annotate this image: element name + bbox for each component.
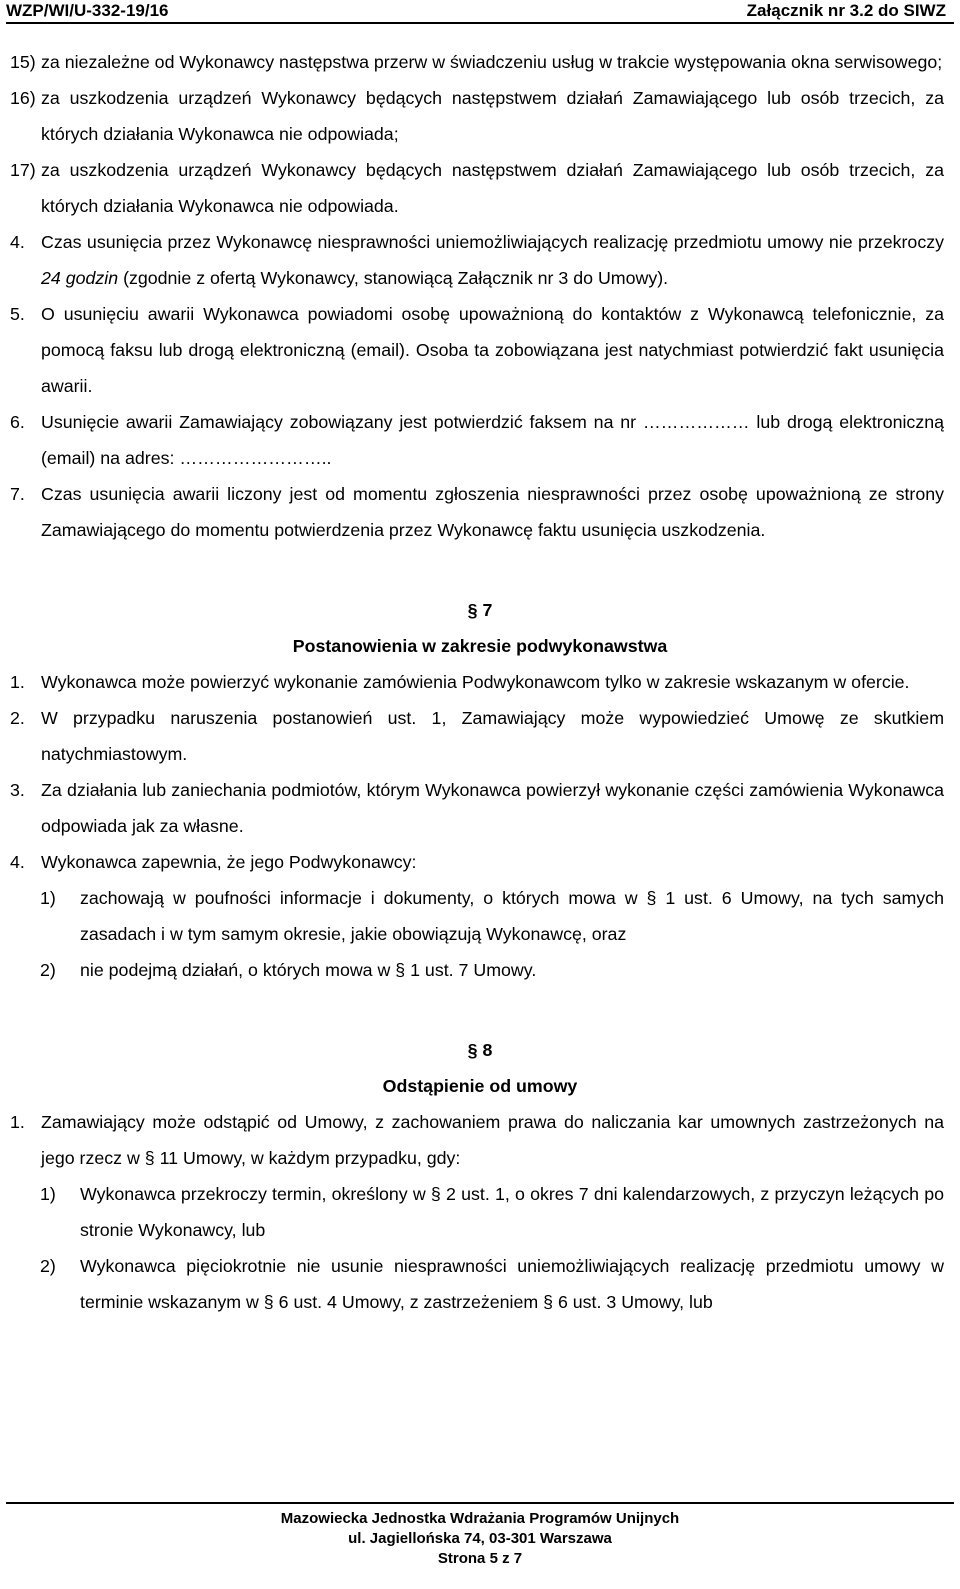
section-8-number: § 8: [467, 1040, 493, 1060]
sub-item: 1) Wykonawca przekroczy termin, określony w § 2 ust. 1, o okres 7 dni kalendarzowych, z przyczyn leżących po stronie Wykonawcy, lub: [40, 1184, 944, 1240]
page-number: Strona 5 z 7: [437, 1550, 523, 1567]
sub-item: 2) Wykonawca pięciokrotnie nie usunie niesprawności uniemożliwiających realizację przedmiotu umowy w terminie wskazanym w § 6 ust. 4 Umowy, z zastrzeżeniem § 6 ust. 3 Umowy, lub: [40, 1256, 944, 1312]
page-header: [6, 0, 954, 24]
attachment-label: Załącznik nr 3.2 do SIWZ: [746, 1, 946, 20]
section-7-number: § 7: [467, 600, 493, 620]
document-reference: WZP/WI/U-332-19/16: [6, 1, 169, 20]
list-item: 15) za niezależne od Wykonawcy następstwa przerw w świadczeniu usług w trakcie występowania okna serwisowego;: [10, 52, 943, 72]
section-7-title: Postanowienia w zakresie podwykonawstwa: [292, 636, 668, 656]
footer-organization: Mazowiecka Jednostka Wdrażania Programów Unijnych: [280, 1510, 680, 1527]
list-a: [0, 44, 960, 224]
paragraph: 1. Wykonawca może powierzyć wykonanie zamówienia Podwykonawcom tylko w zakresie wskazanym w ofercie.: [10, 672, 910, 692]
sub-item: 1) zachowają w poufności informacje i dokumenty, o których mowa w § 1 ust. 6 Umowy, na tych samych zasadach i w tym samym okresie, jakie obowiązują Wykonawcę, oraz: [40, 888, 944, 944]
paragraph: 4. Wykonawca zapewnia, że jego Podwykonawcy:: [10, 852, 417, 872]
section-8-title: Odstąpienie od umowy: [382, 1076, 578, 1096]
sub-item: 2) nie podejmą działań, o których mowa w § 1 ust. 7 Umowy.: [40, 960, 537, 980]
paragraph: 5. O usunięciu awarii Wykonawca powiadomi osobę upoważnioną do kontaktów z Wykonawcą telefonicznie, za pomocą faksu lub drogą elektroniczną (email). Osoba ta zobowiązana jest natychmiast potwierdzić fakt usunięcia awarii.: [10, 304, 944, 396]
paragraph: 2. W przypadku naruszenia postanowień ust. 1, Zamawiający może wypowiedzieć Umowę ze skutkiem natychmiastowym.: [10, 708, 944, 764]
paragraph-4: 4. Czas usunięcia przez Wykonawcę niesprawności uniemożliwiających realizację przedmiotu umowy nie przekroczy 24 godzin (zgodnie z ofertą Wykonawcy, stanowiącą Załącznik nr 3 do Umowy).: [10, 232, 944, 288]
list-item: 17) za uszkodzenia urządzeń Wykonawcy będących następstwem działań Zamawiającego lub osób trzecich, za których działania Wykonawca nie odpowiada.: [10, 160, 944, 216]
paragraph: 6. Usunięcie awarii Zamawiający zobowiązany jest potwierdzić faksem na nr ……………… lub drogą elektroniczną (email) na adres: ……………………..: [10, 412, 944, 468]
footer-address: ul. Jagiellońska 74, 03-301 Warszawa: [348, 1530, 612, 1547]
paragraph: 7. Czas usunięcia awarii liczony jest od momentu zgłoszenia niesprawności przez osobę upoważnioną ze strony Zamawiającego do momentu potwierdzenia przez Wykonawcę faktu usunięcia uszkodzenia.: [10, 484, 944, 540]
document-body: [0, 44, 960, 1320]
list-item: 16) za uszkodzenia urządzeń Wykonawcy będących następstwem działań Zamawiającego lub osób trzecich, za których działania Wykonawca nie odpowiada;: [10, 88, 944, 144]
page-footer: [6, 1502, 954, 1569]
paragraph: 1. Zamawiający może odstąpić od Umowy, z zachowaniem prawa do naliczania kar umownych zastrzeżonych na jego rzecz w § 11 Umowy, w każdym przypadku, gdy:: [10, 1112, 944, 1168]
paragraph: 3. Za działania lub zaniechania podmiotów, którym Wykonawca powierzył wykonanie części zamówienia Wykonawca odpowiada jak za własne.: [10, 780, 944, 836]
